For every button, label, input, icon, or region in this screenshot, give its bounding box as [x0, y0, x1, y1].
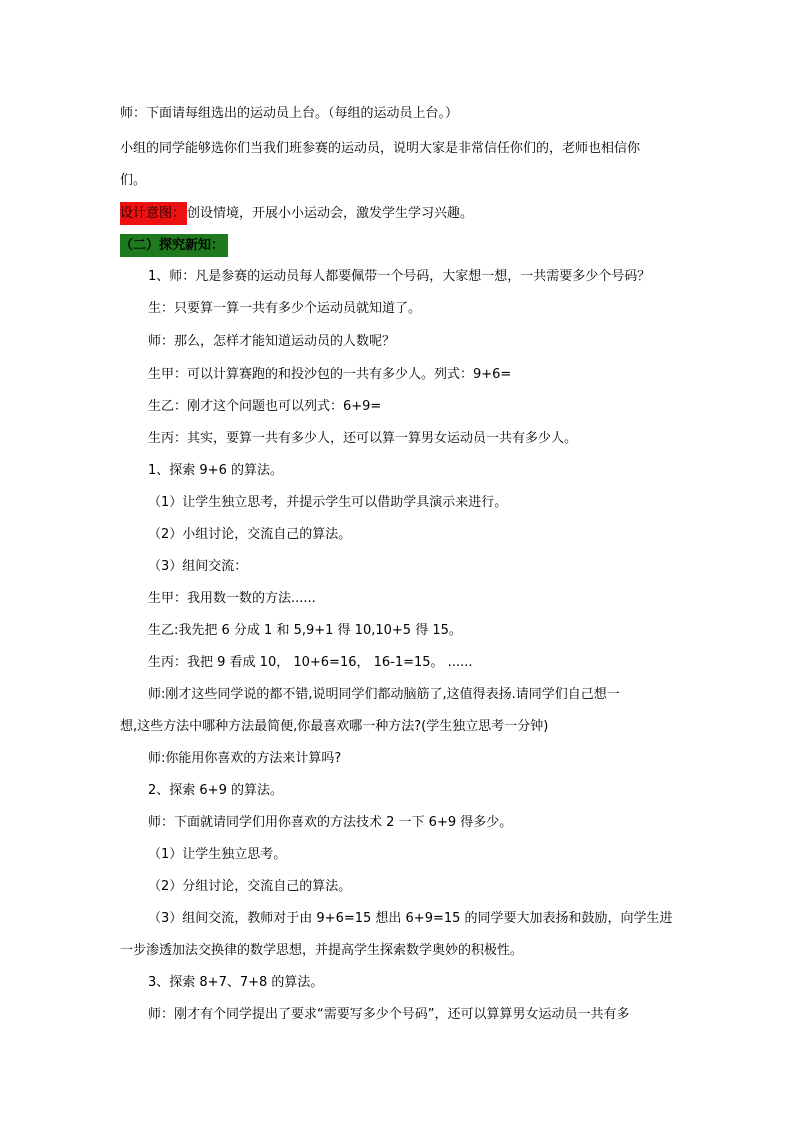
- paragraph: 生甲：我用数一数的方法......: [148, 591, 316, 606]
- paragraph: （3）组间交流：: [148, 559, 248, 574]
- paragraph: 们。: [120, 173, 147, 188]
- paragraph: 师:刚才这些同学说的都不错,说明同学们都动脑筋了,这值得表扬.请同学们自己想一: [148, 687, 620, 702]
- paragraph: 一步渗透加法交换律的数学思想，并提高学生探索数学奥妙的积极性。: [120, 943, 524, 958]
- paragraph: 师：那么，怎样才能知道运动员的人数呢？: [148, 334, 396, 349]
- paragraph: 生乙:我先把 6 分成 1 和 5,9+1 得 10,10+5 得 15。: [148, 623, 462, 638]
- paragraph: （2）分组讨论，交流自己的算法。: [148, 879, 352, 894]
- paragraph: 生：只要算一算一共有多少个运动员就知道了。: [148, 301, 422, 316]
- paragraph: （1）让学生独立思考。: [148, 847, 287, 862]
- paragraph: 2、探索 6+9 的算法。: [148, 783, 283, 798]
- paragraph: （1）让学生独立思考，并提示学生可以借助学具演示来进行。: [148, 495, 508, 510]
- paragraph: 生乙：刚才这个问题也可以列式：6+9=: [148, 399, 382, 414]
- paragraph: 小组的同学能够选你们当我们班参赛的运动员，说明大家是非常信任你们的，老师也相信你: [120, 141, 641, 156]
- paragraph: 想,这些方法中哪种方法最简便,你最喜欢哪一种方法?(学生独立思考一分钟): [120, 719, 549, 734]
- paragraph: 1、探索 9+6 的算法。: [148, 463, 283, 478]
- paragraph: （3）组间交流，教师对于由 9+6=15 想出 6+9=15 的同学要大加表扬和鼓励，向学生进: [148, 911, 673, 926]
- paragraph: 师：下面就请同学们用你喜欢的方法技术 2 一下 6+9 得多少。: [148, 815, 513, 830]
- paragraph: 师：下面请每组选出的运动员上台。（每组的运动员上台。）: [120, 106, 459, 121]
- design-intent-label: 设计意图：: [120, 202, 187, 225]
- paragraph: 生甲：可以计算赛跑的和投沙包的一共有多少人。列式：9+6=: [148, 367, 512, 382]
- section-title: （二）探究新知：: [120, 234, 228, 257]
- paragraph: 师:你能用你喜欢的方法来计算吗?: [148, 751, 342, 766]
- paragraph: 生丙：其实，要算一共有多少人，还可以算一算男女运动员一共有多少人。: [148, 431, 578, 446]
- paragraph: 师：刚才有个同学提出了要求“需要写多少个号码”，还可以算算男女运动员一共有多: [148, 1007, 630, 1022]
- paragraph: 生丙：我把 9 看成 10， 10+6=16， 16-1=15。 ......: [148, 655, 473, 670]
- paragraph: 3、探索 8+7、7+8 的算法。: [148, 975, 324, 990]
- paragraph: （2）小组讨论，交流自己的算法。: [148, 527, 352, 542]
- paragraph: 1、师：凡是参赛的运动员每人都要佩带一个号码，大家想一想，一共需要多少个号码？: [148, 269, 651, 284]
- design-intent-line: [120, 202, 473, 225]
- section-heading: [120, 234, 228, 257]
- design-intent-text: 创设情境，开展小小运动会，激发学生学习兴趣。: [187, 206, 474, 221]
